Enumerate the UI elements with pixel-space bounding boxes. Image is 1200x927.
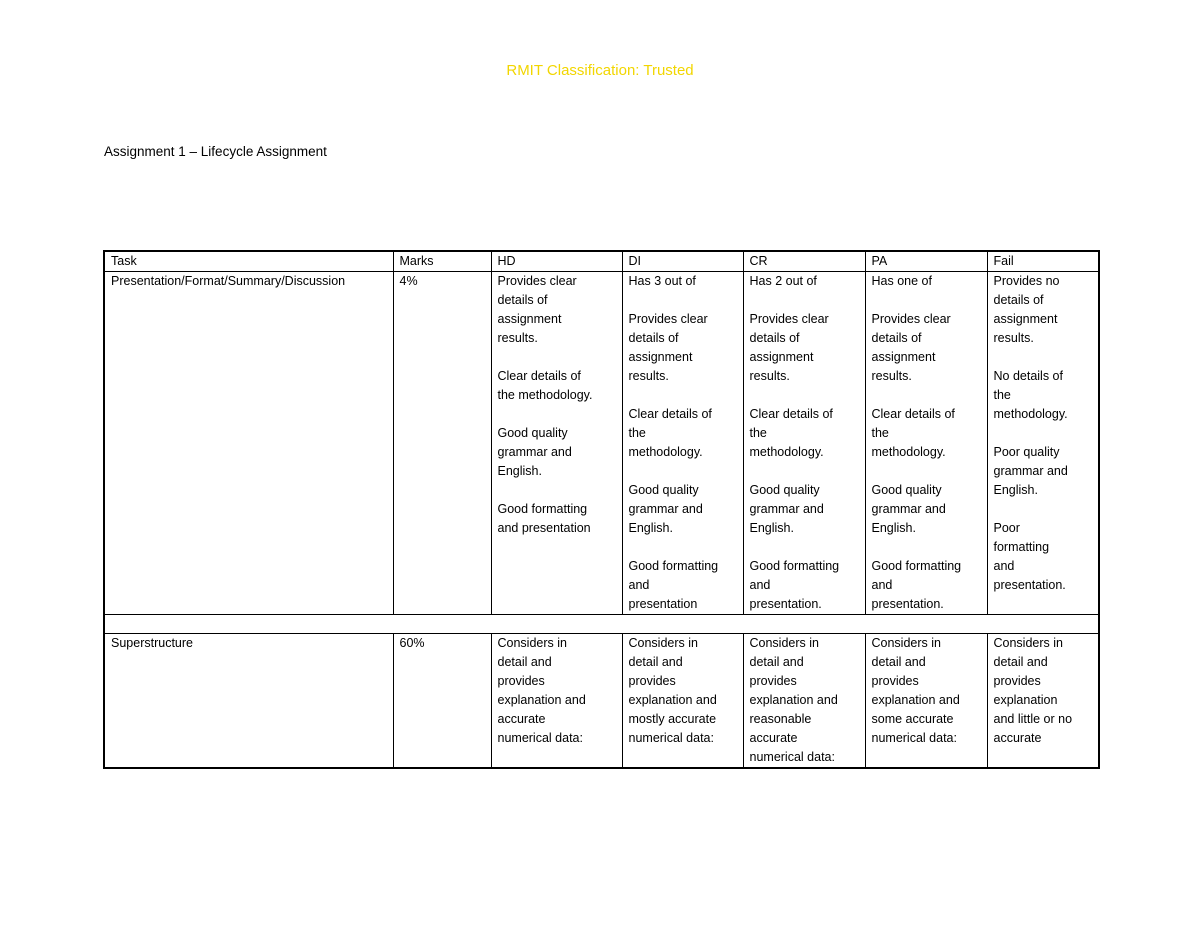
classification-label: RMIT Classification: Trusted: [506, 62, 694, 79]
hd-cell: Provides clear details of assignment results. Clear details of the methodology. Good quality grammar and English. Good formatting and presentation: [491, 272, 622, 615]
document-title: Assignment 1 – Lifecycle Assignment: [104, 144, 327, 159]
hd-cell: Considers in detail and provides explanation and accurate numerical data:: [491, 634, 622, 769]
header-pa: PA: [865, 251, 987, 272]
di-cell: Has 3 out of Provides clear details of assignment results. Clear details of the methodology. Good quality grammar and English. Good formatting and presentation: [622, 272, 743, 615]
cr-cell: Has 2 out of Provides clear details of assignment results. Clear details of the methodology. Good quality grammar and English. Good formatting and presentation.: [743, 272, 865, 615]
table-row: [104, 634, 1099, 769]
spacer-cell: [104, 615, 1099, 634]
cr-cell: Considers in detail and provides explanation and reasonable accurate numerical data:: [743, 634, 865, 769]
spacer-row: [104, 615, 1099, 634]
header-hd: HD: [491, 251, 622, 272]
marks-cell: 4%: [393, 272, 491, 615]
pa-cell: Has one of Provides clear details of assignment results. Clear details of the methodology. Good quality grammar and English. Good formatting and presentation.: [865, 272, 987, 615]
header-marks: Marks: [393, 251, 491, 272]
marks-cell: 60%: [393, 634, 491, 769]
fail-cell: Provides no details of assignment results. No details of the methodology. Poor quality grammar and English. Poor formatting and presentation.: [987, 272, 1099, 615]
task-cell: Presentation/Format/Summary/Discussion: [104, 272, 393, 615]
table-header-row: [104, 251, 1099, 272]
rubric-table: [103, 250, 1100, 769]
header-task: Task: [104, 251, 393, 272]
header-di: DI: [622, 251, 743, 272]
task-cell: Superstructure: [104, 634, 393, 769]
pa-cell: Considers in detail and provides explanation and some accurate numerical data:: [865, 634, 987, 769]
fail-cell: Considers in detail and provides explanation and little or no accurate: [987, 634, 1099, 769]
header-fail: Fail: [987, 251, 1099, 272]
header-cr: CR: [743, 251, 865, 272]
table-row: [104, 272, 1099, 615]
di-cell: Considers in detail and provides explanation and mostly accurate numerical data:: [622, 634, 743, 769]
